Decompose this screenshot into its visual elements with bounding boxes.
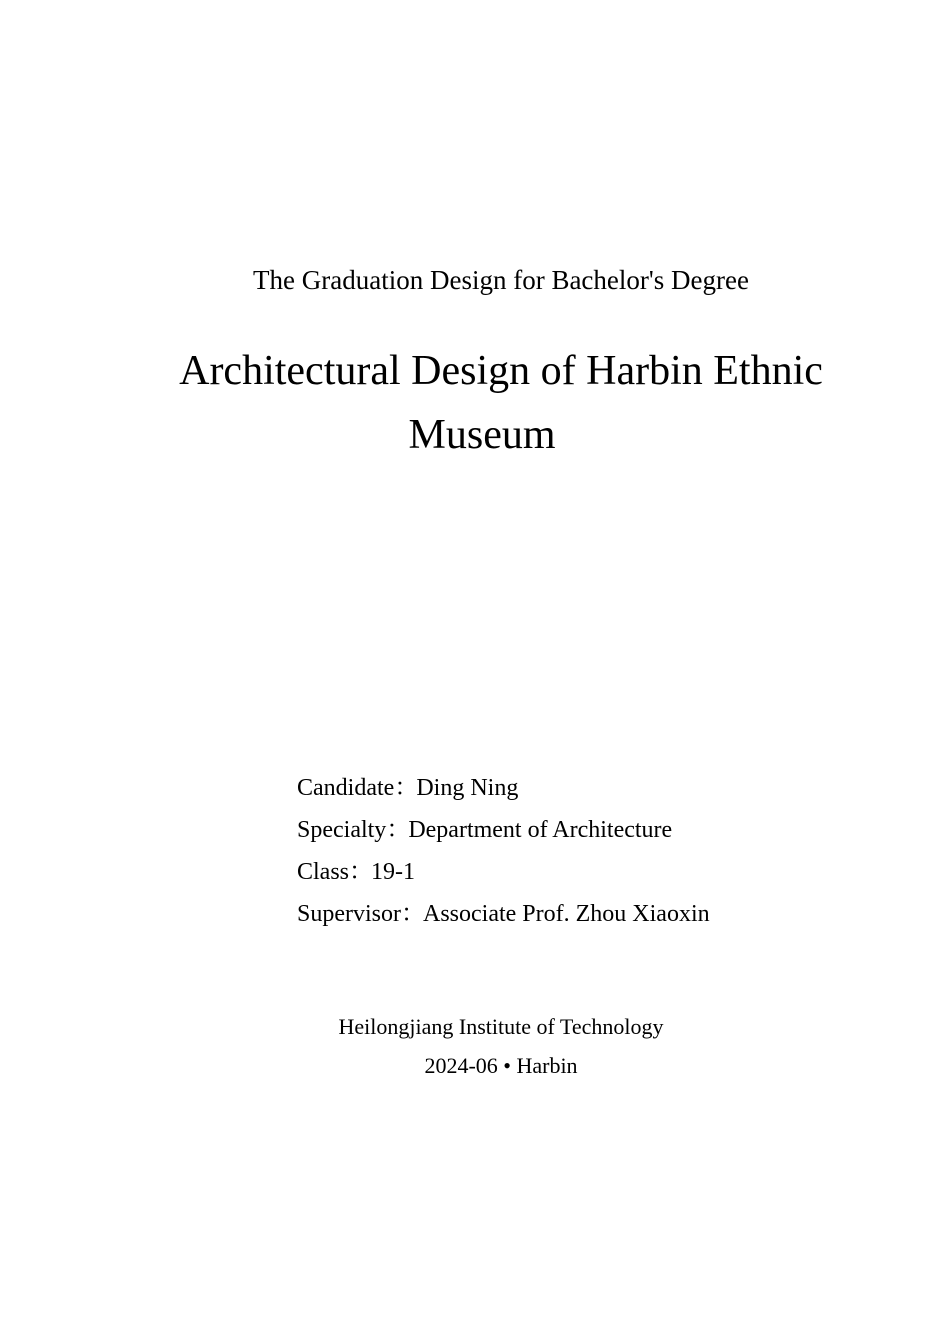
date-and-place: 2024-06 • Harbin	[424, 1053, 578, 1078]
supervisor-separator: ：	[401, 901, 425, 927]
specialty-value: Department of Architecture	[408, 817, 673, 843]
thesis-title-line-2: Museum	[408, 412, 556, 458]
supervisor-row	[297, 898, 710, 940]
class-value: 19-1	[371, 859, 416, 885]
degree-subtitle: The Graduation Design for Bachelor's Degree	[253, 265, 749, 295]
candidate-value: Ding Ning	[416, 775, 519, 801]
candidate-row	[297, 772, 710, 814]
specialty-row	[297, 814, 710, 856]
thesis-title-line-1: Architectural Design of Harbin Ethnic	[179, 348, 823, 394]
class-row	[297, 856, 710, 898]
candidate-separator: ：	[394, 775, 419, 801]
specialty-separator: ：	[386, 817, 411, 843]
candidate-info-block	[297, 772, 710, 940]
class-label: Class	[297, 859, 350, 885]
class-separator: ：	[349, 859, 374, 885]
candidate-label: Candidate	[297, 775, 395, 801]
supervisor-label: Supervisor	[297, 901, 401, 927]
specialty-label: Specialty	[297, 817, 387, 843]
institution-name: Heilongjiang Institute of Technology	[338, 1014, 664, 1039]
supervisor-value: Associate Prof. Zhou Xiaoxin	[423, 901, 710, 927]
